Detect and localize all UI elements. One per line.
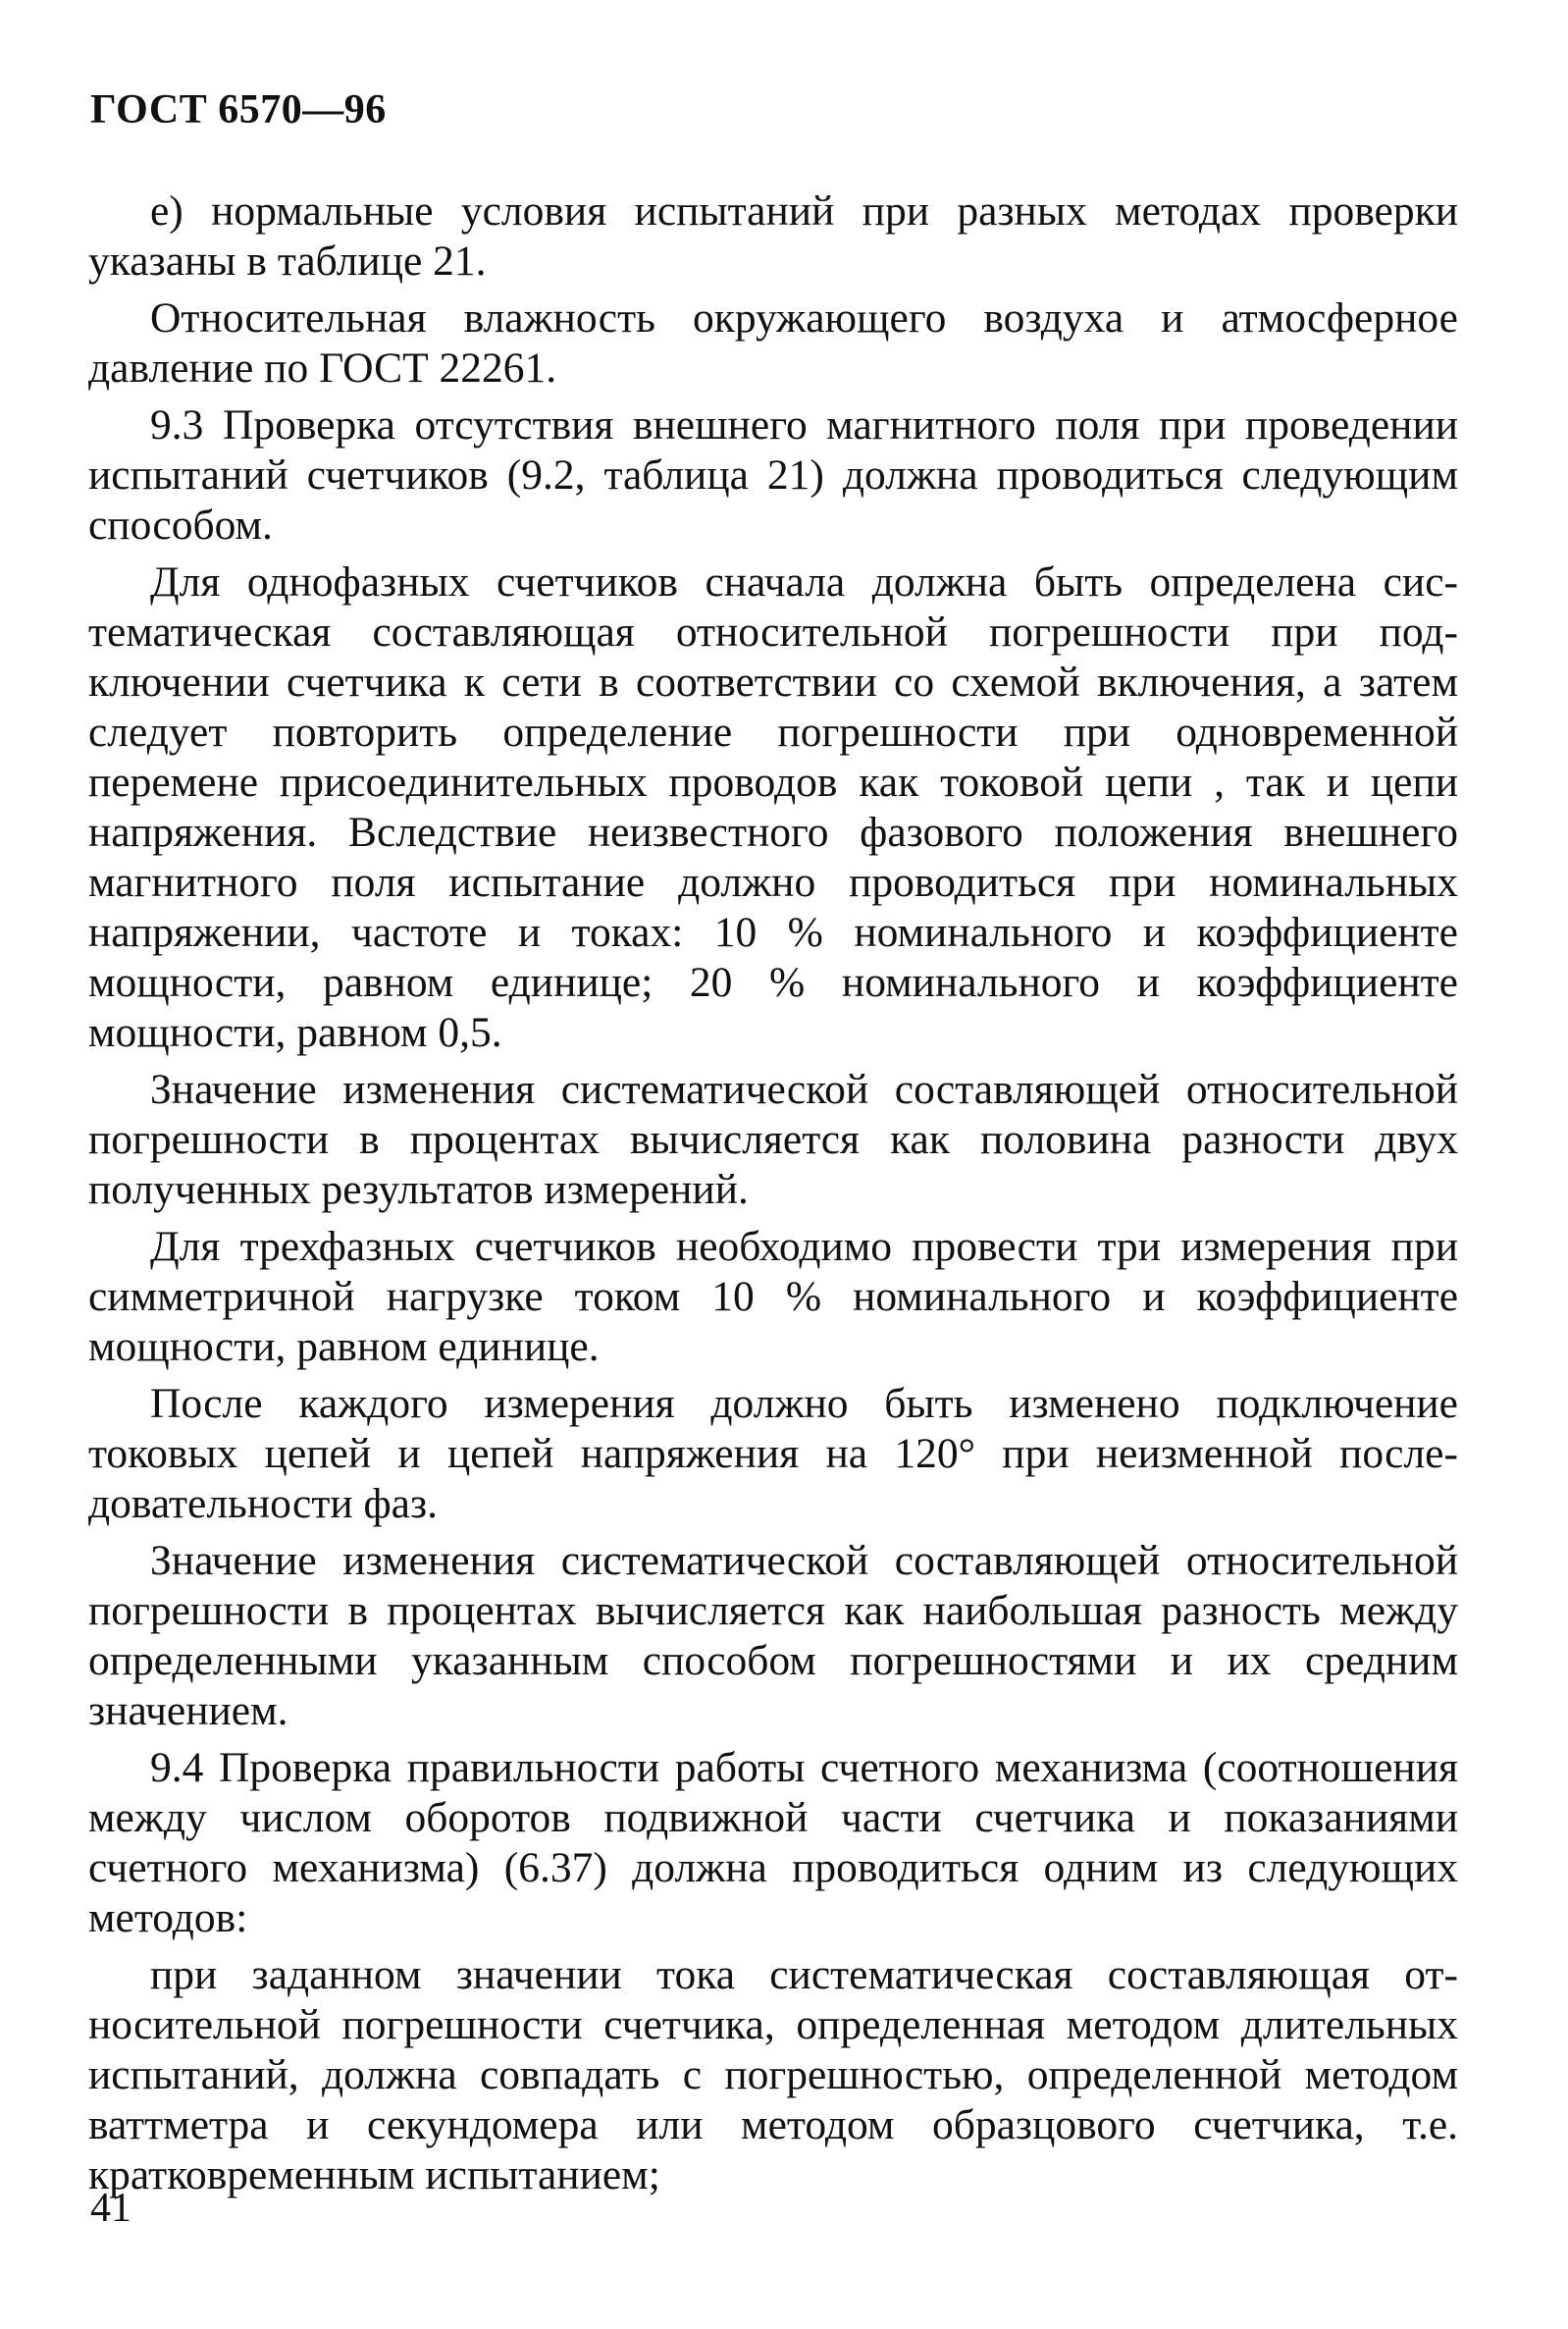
paragraph-after-measurement: После каждого измерения должно быть изменено подключение токовых цепей и цепей напряжения на 120° при неизменной последовательности фаз.	[88, 1380, 1458, 1527]
paragraph-single-phase: Для однофазных счетчиков сначала должна быть определена систематическая составляющая относительной погрешности при подключении счетчика к сети в соответствии со схемой включения, а затем следует повторить определение погрешности при одновременной перемене присоединительных проводов как токовой цепи , так и цепи напряжения. Вследствие неизвестного фазового положения внешнего магнитного поля испытание должно проводиться при номинальных напряжении, частоте и токах: 10 % номинального и коэффициенте мощности, равном единице; 20 % номинального и коэффициенте мощности, равном 0,5.	[88, 558, 1458, 1056]
paragraph-section-9-3: 9.3 Проверка отсутствия внешнего магнитного поля при проведении испытаний счетчиков (9.2, таблица 21) должна проводиться следующим способом.	[88, 401, 1458, 549]
standard-header: ГОСТ 6570—96	[90, 87, 387, 132]
paragraph-section-9-4: 9.4 Проверка правильности работы счетного механизма (соотношения между числом оборотов подвижной части счетчика и показаниями счетного механизма) (6.37) должна проводиться одним из следующих методов:	[88, 1744, 1458, 1941]
paragraph-half-difference: Значение изменения систематической составляющей относительной погрешности в процентах вычисляется как половина разности двух полученных результатов измерений.	[88, 1066, 1458, 1213]
page-number: 41	[90, 2186, 131, 2231]
paragraph-method-current: при заданном значении тока систематическая составляющая относительной погрешности счетчика, определенная методом длительных испытаний, должна совпадать с погрешностью, определенной методом ваттметра и секундомера или методом образцового счетчика, т.е. кратковременным испытанием;	[88, 1951, 1458, 2198]
paragraph-three-phase: Для трехфазных счетчиков необходимо провести три измерения при симметричной нагрузке током 10 % номинального и коэффициенте мощности, равном единице.	[88, 1223, 1458, 1370]
document-body	[88, 186, 1458, 2207]
paragraph-conditions-e: е) нормальные условия испытаний при разных методах проверки указаны в таблице 21.	[88, 187, 1458, 285]
paragraph-humidity: Относительная влажность окружающего воздуха и атмосферное давление по ГОСТ 22261.	[88, 294, 1458, 392]
paragraph-largest-difference: Значение изменения систематической составляющей относительной погрешности в процентах вычисляется как наибольшая разность между определенными указанным способом погрешностями и их средним значением.	[88, 1537, 1458, 1734]
